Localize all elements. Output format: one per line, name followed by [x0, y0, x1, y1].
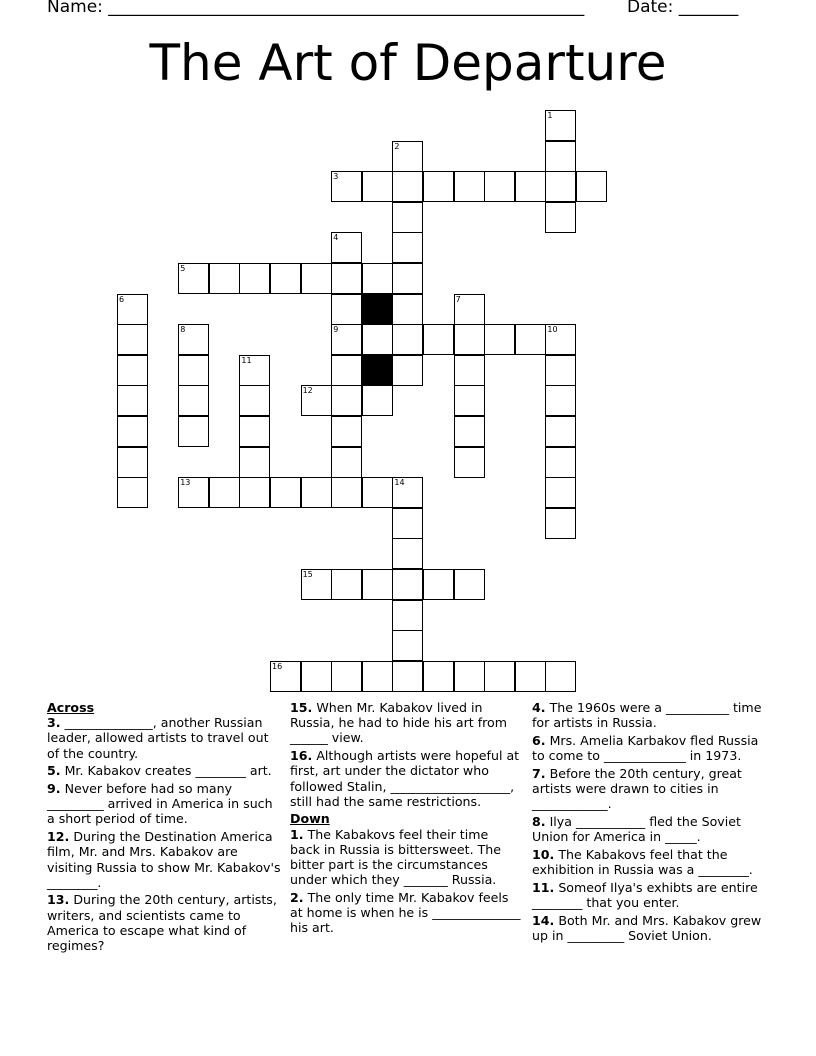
date-field-label: Date: _______: [627, 0, 739, 17]
clue-down-7: 7. Before the 20th century, great artists were drawn to cities in ____________.: [532, 765, 742, 812]
grid-cell[interactable]: [362, 385, 393, 416]
clue-number-5: 5: [180, 264, 186, 273]
clue-number-13: 13: [180, 478, 191, 488]
grid-cell[interactable]: [392, 263, 423, 294]
grid-cell[interactable]: [331, 477, 362, 508]
clue-number-1: 1: [547, 111, 553, 120]
grid-cell[interactable]: [301, 263, 332, 294]
grid-cell[interactable]: [392, 569, 423, 600]
clue-down-8: 8. Ilya ___________ fled the Soviet Union for America in _____.: [532, 813, 741, 845]
grid-cell[interactable]: [178, 355, 209, 386]
grid-cell[interactable]: [545, 416, 576, 447]
grid-cell[interactable]: [362, 569, 393, 600]
clue-number-12: 12: [302, 386, 313, 396]
clue-number-14: 14: [394, 478, 405, 488]
grid-cell[interactable]: [117, 416, 148, 447]
clue-number-2: 2: [394, 141, 400, 151]
across-heading: Across: [47, 700, 95, 715]
grid-cell[interactable]: [117, 355, 148, 386]
grid-cell[interactable]: [331, 355, 362, 386]
clue-number-9: 9: [333, 325, 339, 335]
grid-cell[interactable]: [545, 355, 576, 386]
grid-cell[interactable]: [454, 416, 485, 447]
clue-number-7: 7: [455, 294, 461, 304]
grid-cell[interactable]: [484, 171, 515, 202]
clue-number-15: 15: [302, 570, 313, 579]
grid-cell[interactable]: [209, 477, 240, 508]
grid-cell[interactable]: [454, 447, 485, 478]
grid-cell[interactable]: [331, 447, 362, 478]
clue-down-10: 10. The Kabakovs feel that the exhibition in Russia was a ________.: [532, 846, 753, 878]
clue-number-16: 16: [272, 661, 283, 671]
grid-cell[interactable]: [331, 416, 362, 447]
clue-down-1: 1. The Kabakovs feel their time back in Russia is bittersweet. The bitter part is the circumstances under which they _______ Russia.: [290, 826, 502, 888]
grid-cell[interactable]: [362, 171, 393, 202]
grid-cell[interactable]: [362, 661, 393, 692]
grid-cell[interactable]: [392, 630, 423, 661]
grid-cell[interactable]: [515, 661, 546, 692]
grid-cell[interactable]: [270, 263, 301, 294]
grid-cell[interactable]: [392, 355, 423, 386]
clues-column-3: [532, 700, 767, 946]
grid-cell[interactable]: [545, 447, 576, 478]
grid-cell[interactable]: [454, 385, 485, 416]
grid-cell[interactable]: [239, 477, 270, 508]
clue-down-6: 6. Mrs. Amelia Karbakov fled Russia to come to _____________ in 1973.: [532, 732, 759, 764]
grid-cell[interactable]: [117, 447, 148, 478]
grid-cell[interactable]: [515, 324, 546, 355]
grid-cell[interactable]: [484, 661, 515, 692]
clues-column-1: [47, 700, 282, 956]
clue-across-12: 12. During the Destination America film, Mr. and Mrs. Kabakov are visiting Russia to show Mr. Kabakov's ________.: [47, 829, 281, 890]
grid-cell[interactable]: [239, 385, 270, 416]
grid-cell[interactable]: [545, 661, 576, 692]
grid-cell[interactable]: [423, 661, 454, 692]
grid-cell[interactable]: [239, 263, 270, 294]
grid-cell[interactable]: [515, 171, 546, 202]
grid-cell[interactable]: [117, 385, 148, 416]
grid-cell[interactable]: [178, 385, 209, 416]
grid-cell[interactable]: [392, 294, 423, 325]
name-field-label: Name: ________________________________________________________: [47, 0, 585, 17]
grid-cell[interactable]: [545, 508, 576, 539]
grid-cell[interactable]: [576, 171, 607, 202]
clue-across-13: 13. During the 20th century, artists, writers, and scientists came to America to escape what kind of regimes?: [47, 892, 277, 954]
grid-cell[interactable]: [454, 569, 485, 600]
clue-across-3: 3. ______________, another Russian leader, allowed artists to travel out of the country.: [47, 715, 269, 761]
grid-cell[interactable]: [270, 477, 301, 508]
grid-cell[interactable]: [331, 661, 362, 692]
grid-cell[interactable]: [362, 324, 393, 355]
grid-cell[interactable]: [331, 385, 362, 416]
clue-number-4: 4: [333, 233, 339, 243]
clues-column-2: [290, 700, 522, 938]
grid-cell[interactable]: [331, 263, 362, 294]
grid-cell[interactable]: [454, 324, 485, 355]
grid-cell[interactable]: [301, 661, 332, 692]
grid-cell[interactable]: [331, 569, 362, 600]
grid-cell[interactable]: [454, 171, 485, 202]
grid-block: [362, 294, 393, 325]
grid-cell[interactable]: [362, 263, 393, 294]
clue-across-15: 15. When Mr. Kabakov lived in Russia, he had to hide his art from ______ view.: [290, 700, 508, 746]
grid-cell[interactable]: [454, 355, 485, 386]
grid-cell[interactable]: [454, 661, 485, 692]
clue-across-9: 9. Never before had so many _________ arrived in America in such a short period of time.: [47, 781, 273, 827]
clue-down-2: 2. The only time Mr. Kabakov feels at home is when he is ______________ his art.: [290, 889, 521, 936]
grid-cell[interactable]: [392, 600, 423, 631]
grid-cell[interactable]: [239, 416, 270, 447]
grid-cell[interactable]: [392, 202, 423, 233]
grid-cell[interactable]: [545, 477, 576, 508]
grid-cell[interactable]: [545, 141, 576, 172]
grid-cell[interactable]: [331, 294, 362, 325]
grid-cell[interactable]: [117, 324, 148, 355]
grid-cell[interactable]: [423, 171, 454, 202]
clue-number-3: 3: [333, 172, 339, 182]
down-heading: Down: [290, 811, 330, 827]
grid-cell[interactable]: [239, 447, 270, 478]
clue-number-8: 8: [180, 325, 186, 335]
grid-cell[interactable]: [484, 324, 515, 355]
clue-down-11: 11. Someof Ilya's exhibts are entire ________ that you enter.: [532, 879, 758, 910]
grid-cell[interactable]: [392, 232, 423, 263]
puzzle-title: The Art of Departure: [149, 34, 667, 92]
grid-cell[interactable]: [392, 171, 423, 202]
grid-cell[interactable]: [392, 661, 423, 692]
clue-down-4: 4. The 1960s were a __________ time for artists in Russia.: [532, 700, 762, 731]
grid-cell[interactable]: [178, 416, 209, 447]
grid-cell[interactable]: [392, 508, 423, 539]
clue-number-6: 6: [119, 294, 125, 304]
grid-cell[interactable]: [392, 538, 423, 569]
grid-cell[interactable]: [545, 385, 576, 416]
grid-cell[interactable]: [423, 569, 454, 600]
clue-down-14: 14. Both Mr. and Mrs. Kabakov grew up in _________ Soviet Union.: [532, 912, 762, 943]
grid-cell[interactable]: [209, 263, 240, 294]
grid-cell[interactable]: [423, 324, 454, 355]
grid-block: [362, 355, 393, 386]
clue-number-11: 11: [241, 355, 252, 365]
grid-cell[interactable]: [545, 171, 576, 202]
clue-across-5: 5. Mr. Kabakov creates ________ art.: [47, 763, 272, 779]
grid-cell[interactable]: [545, 202, 576, 233]
clue-across-16: 16. Although artists were hopeful at first, art under the dictator who followed Stalin, ___________________, still had the same restrictions.: [290, 748, 520, 809]
clue-number-10: 10: [547, 325, 558, 335]
grid-cell[interactable]: [301, 477, 332, 508]
grid-cell[interactable]: [392, 324, 423, 355]
grid-cell[interactable]: [362, 477, 393, 508]
grid-cell[interactable]: [117, 477, 148, 508]
